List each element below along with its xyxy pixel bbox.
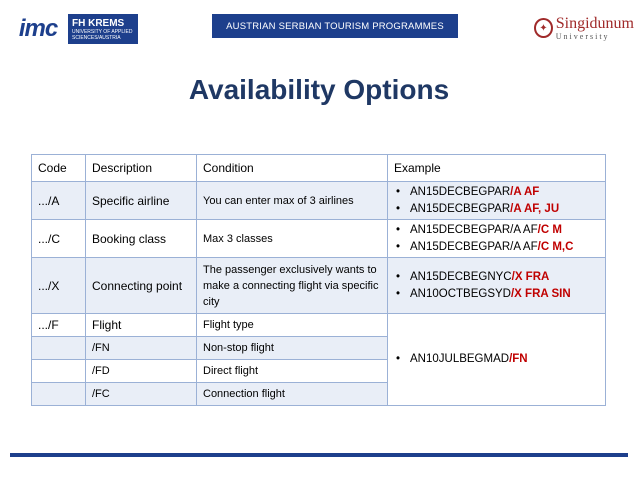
cell-description: /FD (86, 360, 197, 383)
cell-code: .../F (32, 314, 86, 337)
table-row (32, 182, 606, 220)
header-description: Description (86, 155, 197, 182)
example-item (394, 184, 599, 201)
cell-code: .../C (32, 220, 86, 258)
table-row (32, 258, 606, 314)
example-base: AN10OCTBEGSYD (410, 287, 511, 300)
singidunum-logo (534, 8, 634, 48)
cell-example (388, 220, 606, 258)
example-item (394, 201, 599, 218)
cell-code: .../A (32, 182, 86, 220)
cell-example (388, 258, 606, 314)
cell-condition: Non-stop flight (197, 337, 388, 360)
university-seal-icon: ✦ (534, 18, 553, 38)
table-row (32, 314, 606, 337)
example-base: AN10JULBEGMAD (410, 353, 510, 365)
fh-krems-title: FH KREMS (72, 17, 125, 29)
cell-condition: Connection flight (197, 383, 388, 406)
singidunum-wordmark (556, 15, 634, 41)
cell-code: .../X (32, 258, 86, 314)
cell-code (32, 337, 86, 360)
example-base: AN15DECBEGPAR (410, 202, 511, 215)
table-header-row (32, 155, 606, 182)
page-title: Availability Options (188, 74, 450, 105)
cell-condition: Max 3 classes (197, 220, 388, 258)
example-base: AN15DECBEGNYC (410, 270, 512, 283)
cell-example-flight (388, 314, 606, 406)
header-example: Example (388, 155, 606, 182)
cell-description: Specific airline (86, 182, 197, 220)
cell-condition: Direct flight (197, 360, 388, 383)
example-item (394, 269, 599, 286)
example-item (394, 222, 599, 239)
example-item (394, 239, 599, 256)
example-base: AN15DECBEGPAR (410, 185, 511, 198)
cell-description: /FN (86, 337, 197, 360)
cell-condition: Flight type (197, 314, 388, 337)
example-highlight: /FN (509, 353, 528, 365)
singidunum-name: Singidunum (555, 15, 634, 32)
header-code: Code (32, 155, 86, 182)
cell-condition: The passenger exclusively wants to make a connecting flight via specific city (197, 258, 388, 314)
example-highlight: /X FRA (511, 270, 550, 283)
programme-banner-text: AUSTRIAN SERBIAN TOURISM PROGRAMMES (226, 20, 444, 32)
availability-options-table (31, 154, 606, 406)
example-base: AN15DECBEGPAR/A AF (410, 223, 538, 236)
example-highlight: /C M,C (537, 240, 574, 253)
cell-condition: You can enter max of 3 airlines (197, 182, 388, 220)
example-base: AN15DECBEGPAR/A AF (410, 240, 538, 253)
header-condition: Condition (197, 155, 388, 182)
programme-banner (212, 14, 458, 38)
cell-code (32, 383, 86, 406)
fh-krems-logo (8, 14, 138, 44)
cell-description: Connecting point (86, 258, 197, 314)
table-row (32, 220, 606, 258)
example-highlight: /X FRA SIN (510, 287, 571, 300)
fh-krems-block (68, 14, 138, 44)
fh-krems-subtitle: UNIVERSITY OF APPLIED SCIENCES/AUSTRIA (72, 28, 133, 41)
imc-logo (8, 14, 68, 44)
example-item (394, 351, 599, 368)
imc-logo-text: imc (18, 15, 58, 42)
footer-divider (10, 453, 628, 457)
example-highlight: /A AF, JU (510, 202, 560, 215)
example-item (394, 286, 599, 303)
singidunum-sub: University (555, 32, 610, 41)
example-highlight: /A AF (510, 185, 540, 198)
cell-description: Booking class (86, 220, 197, 258)
cell-code (32, 360, 86, 383)
cell-example (388, 182, 606, 220)
cell-description: Flight (86, 314, 197, 337)
example-highlight: /C M (537, 223, 562, 236)
cell-description: /FC (86, 383, 197, 406)
